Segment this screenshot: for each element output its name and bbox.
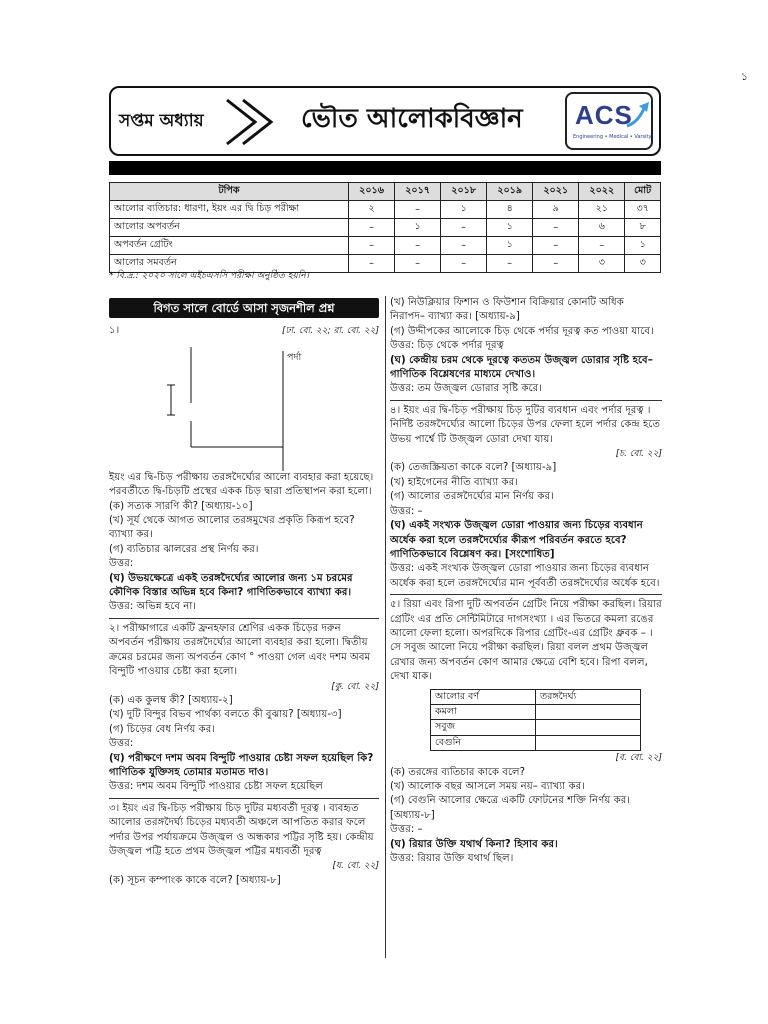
chevron-right-icon: [221, 94, 281, 150]
answer: উত্তর:: [109, 558, 134, 570]
page-number: ১: [740, 70, 748, 83]
table-cell: –: [441, 255, 487, 273]
question-stem: ৫। রিয়া এবং রিপা দুটি অপবর্তন গ্রেটিং নিয়ে পরীক্ষা করছিল। রিয়ার গ্রেটিং এর প্রতি সেন্টিমিটারে দাগসংখ্যা । এর ভিতরে কমলা রঙের আলো ফেলা হলো। অপরদিকে রিপার গ্রেটিং-এর গ্রেটিং ধ্রুবক – । সে সবুজ আলো নিয়ে পরীক্ষা করছিল। রিয়া বলল প্রথম উজ্জ্বল রেখার জন্য অপবর্তন কোণ আমার ক্ষেত্রে বেশি হবে। রিপা বলল, দেখা যাক।: [390, 599, 662, 683]
table-row: [110, 201, 661, 219]
table-cell: –: [395, 201, 441, 219]
table-note: * বি.দ্র.: ২০২০ সালে এইচএসসি পরীক্ষা অনুষ্ঠিত হয়নি।: [109, 271, 309, 281]
question-part-ka: (ক) সত্যক সারণি কী? [অধ্যায়-১০]: [109, 500, 253, 512]
acs-logo: [565, 92, 653, 150]
table-row: [110, 237, 661, 255]
table-header: ২০২১: [533, 183, 579, 201]
table-row: [110, 219, 661, 237]
question-part-ga: (গ) আলোর তরঙ্গদৈর্ঘ্যের মান নির্ণয় কর।: [390, 491, 554, 503]
board-reference: [ব. বো. ২২]: [615, 753, 662, 764]
screen-label: পর্দা: [287, 351, 302, 363]
table-header: ২০১৮: [441, 183, 487, 201]
question-part-ga: (গ) বেগুনি আলোর ক্ষেত্রে একটি ফোটনের শক্তি নির্ণয় কর। [অধ্যায়-৮]: [390, 795, 631, 821]
table-cell: ৩৭: [625, 201, 661, 219]
question-separator: [109, 618, 379, 619]
section-title: বিগত সালে বোর্ডে আসা সৃজনশীল প্রশ্ন: [109, 298, 379, 318]
table-cell: –: [487, 255, 533, 273]
question-part-ka: (ক) তেজস্ক্রিয়তা কাকে বলে? [অধ্যায়-৯]: [390, 462, 557, 474]
answer: উত্তর: –: [390, 824, 423, 836]
chapter-title: ভৌত আলোকবিজ্ঞান: [301, 104, 523, 134]
question-part-kha: (খ) সূর্য থেকে আগত আলোর তরঙ্গমুখের প্রকৃতি কিরূপ হবে? ব্যাখ্যা কর।: [109, 515, 355, 541]
table-header-row: [431, 689, 641, 704]
question-part-gha: (ঘ) পরীক্ষণে দশম অবম বিন্দুটি পাওয়ার চেষ্টা সফল হয়েছিল কি? গাণিতিক যুক্তিসহ তোমার মতামত দাও।: [109, 752, 374, 778]
chapter-label: সপ্তম অধ্যায়: [119, 111, 204, 131]
table-cell: –: [395, 255, 441, 273]
table-cell: –: [579, 237, 625, 255]
table-cell: [536, 735, 641, 750]
board-reference: [ঢা. বো. ২২; রা. বো. ২২]: [281, 326, 379, 337]
table-cell: –: [349, 237, 395, 255]
question-part-gha: (ঘ) একই সংখ্যক উজ্জ্বল ডোরা পাওয়ার জন্য চিড়ের ব্যবধান অর্ধেক করা হলে তরঙ্গদৈর্ঘ্যের কীরূপ পরিবর্তন করতে হবে? গাণিতিকভাবে বিশ্লেষণ কর। [সংশোধিত]: [390, 520, 643, 560]
table-cell: আলোর ব্যতিচার: ধারণা, ইয়ং এর দ্বি চিড় পরীক্ষা: [110, 201, 349, 219]
table-cell: বেগুনি: [431, 735, 536, 750]
answer: উত্তর: –: [390, 505, 423, 517]
answer: উত্তর: চিড় থেকে পর্দার দূরত্ব: [390, 340, 504, 352]
table-header: মোট: [625, 183, 661, 201]
question-part-gha: (ঘ) রিয়ার উক্তি যথার্থ কিনা? হিসাব কর।: [390, 838, 558, 850]
table-cell: ১: [487, 237, 533, 255]
answer: উত্তর: তম উজ্জ্বল ডোরার সৃষ্টি করে।: [390, 383, 542, 395]
table-row: [431, 720, 641, 735]
logo-text: ACS: [575, 100, 633, 130]
table-cell: –: [349, 219, 395, 237]
answer: উত্তর: দশম অবম বিন্দুটি পাওয়ার চেষ্টা সফল হয়েছিল: [109, 781, 323, 793]
table-cell: আলোর সমবর্তন: [110, 255, 349, 273]
board-reference: [চ. বো. ২২]: [615, 449, 662, 460]
table-cell: –: [533, 255, 579, 273]
question-stem: ইয়ং এর দ্বি-চিড় পরীক্ষায় তরঙ্গদৈর্ঘ্যের আলো ব্যবহার করা হয়েছে। পরবর্তীতে দ্বি-চিড়টি প্রস্থের একক চিড় দ্বারা প্রতিস্থাপন করা হলো।: [109, 471, 374, 498]
double-slit-diagram: [109, 339, 379, 471]
topics-table: [109, 182, 661, 273]
table-cell: ৩: [625, 255, 661, 273]
table-cell: ২: [349, 201, 395, 219]
table-cell: ১: [441, 201, 487, 219]
answer: উত্তর: রিয়ার উক্তি যথার্থ ছিল।: [390, 853, 514, 865]
right-column: [390, 296, 662, 866]
question-stem: ৪। ইয়ং এর দ্বি-চিড় পরীক্ষায় চিড় দুটির ব্যবধান এবং পর্দার দূরত্ব । নির্দিষ্ট তরঙ্গদৈর্ঘ্যের আলো চিড়ের উপর ফেলা হলে পর্দার কেন্দ্র হতে উভয় পার্শ্বে টি উজ্জ্বল ডোরা দেখা যায়।: [390, 404, 661, 445]
table-cell: ১: [395, 219, 441, 237]
table-cell: –: [533, 219, 579, 237]
table-row: [431, 704, 641, 719]
table-cell: সবুজ: [431, 720, 536, 735]
table-header: ২০১৯: [487, 183, 533, 201]
chapter-header: [109, 86, 661, 156]
table-cell: –: [533, 237, 579, 255]
question-part-kha: (খ) দুটি বিন্দুর বিভব পার্থক্য বলতে কী বুঝায়? [অধ্যায়-৩]: [109, 709, 342, 721]
table-header: আলোর বর্ণ: [431, 689, 536, 704]
question-part-ka: (ক) সূচন কম্পাংক কাকে বলে? [অধ্যায়-৮]: [109, 874, 281, 886]
wavelength-table: [430, 689, 641, 752]
arrow-up-icon: [625, 100, 651, 130]
question-separator: [109, 798, 379, 799]
table-cell: ৬: [579, 219, 625, 237]
table-cell: কমলা: [431, 704, 536, 719]
table-cell: [536, 720, 641, 735]
question-part-ga: (গ) উদ্দীপকের আলোকে চিড় থেকে পর্দার দূরত্ব কত পাওয়া যাবে।: [390, 325, 654, 337]
question-stem: ৩। ইয়ং এর দ্বি-চিড় পরীক্ষায় চিড় দুটির মধ্যবর্তী দূরত্ব । ব্যবহৃত আলোর তরঙ্গদৈর্ঘ্য চিড়ের মধ্যবর্তী অঞ্চলে আপতিত করার ফলে পর্দার উপর পর্যায়ক্রমে উজ্জ্বল ও অন্ধকার পট্টির সৃষ্টি হয়। কেন্দ্রীয় উজ্জ্বল পট্টি হতে প্রথম উজ্জ্বল পট্টির মধ্যবর্তী দূরত্ব: [109, 802, 374, 857]
table-header-row: [110, 183, 661, 201]
table-cell: ৩: [579, 255, 625, 273]
question-number: ১।: [109, 325, 120, 337]
table-cell: ২১: [579, 201, 625, 219]
question-part-ga: (গ) ব্যতিচার ঝালরের প্রস্থ নির্ণয় কর।: [109, 543, 259, 555]
question-separator: [390, 594, 662, 595]
question-stem: ২। পরীক্ষাগারে একটি ফ্রনহফার শ্রেণির একক চিড়ের দরুন অপবর্তন পরীক্ষায় তরঙ্গদৈর্ঘ্যের আলো ব্যবহার করা হলো। দ্বিতীয় ক্রমের চরমের জন্য অপবর্তন কোণ ° পাওয়া গেল এবং দশম অবম বিন্দুটি পাওয়ার চেষ্টা করা হলো।: [109, 622, 371, 678]
question-part-gha: (ঘ) উভয়ক্ষেত্রে একই তরঙ্গদৈর্ঘ্যের আলোর জন্য ১ম চরমের কৌণিক বিস্তার অভিন্ন হবে কিনা? গাণিতিকভাবে ব্যাখ্যা কর।: [109, 572, 353, 599]
answer: উত্তর:: [109, 738, 134, 750]
table-cell: আলোর অপবর্তন: [110, 219, 349, 237]
table-cell: ১: [487, 219, 533, 237]
question-part-gha: (ঘ) কেন্দ্রীয় চরম থেকে দূরত্বে কততম উজ্জ্বল ডোরার সৃষ্টি হবে– গাণিতিক বিশ্লেষণের মাধ্যমে দেখাও।: [390, 354, 653, 381]
question-part-ka: (ক) এক কুলম্ব কী? [অধ্যায়-২]: [109, 694, 233, 706]
table-cell: ৮: [625, 219, 661, 237]
table-header: তরঙ্গদৈর্ঘ্য: [536, 689, 641, 704]
divider-bar: [109, 161, 661, 175]
column-divider: [385, 296, 386, 958]
table-header: ২০১৬: [349, 183, 395, 201]
question-header: [109, 324, 379, 338]
logo-tagline: Engineering • Medical • Varsity: [573, 134, 652, 140]
table-header: টপিক: [110, 183, 349, 201]
question-part-kha: (খ) নিউক্লিয়ার ফিশান ও ফিউশান বিক্রিয়ার কোনটি অধিক নিরাপদ– ব্যাখ্যা কর। [অধ্যায়-৯]: [390, 297, 624, 323]
table-cell: [536, 704, 641, 719]
question-separator: [390, 400, 662, 401]
question-part-ka: (ক) তরঙ্গের ব্যতিচার কাকে বলে?: [390, 766, 526, 778]
table-header: ২০২২: [579, 183, 625, 201]
board-reference: [কু. বো. ২২]: [331, 681, 379, 692]
answer: উত্তর: একই সংখ্যক উজ্জ্বল ডোরা পাওয়ার জন্য চিড়ের ব্যবধান অর্ধেক করা হলে তরঙ্গদৈর্ঘ্যের মান পূর্ববর্তী তরঙ্গদৈর্ঘ্যের অর্ধেক হবে।: [390, 563, 660, 589]
table-cell: –: [441, 219, 487, 237]
answer: উত্তর: অভিন্ন হবে না।: [109, 601, 196, 613]
table-header: ২০১৭: [395, 183, 441, 201]
table-cell: –: [395, 237, 441, 255]
question-part-ga: (গ) চিড়ের বেধ নির্ণয় কর।: [109, 723, 216, 735]
table-cell: –: [349, 255, 395, 273]
table-cell: অপবর্তন গ্রেটিং: [110, 237, 349, 255]
table-cell: ৪: [487, 201, 533, 219]
left-column: [109, 298, 379, 888]
table-cell: –: [441, 237, 487, 255]
table-cell: ১: [625, 237, 661, 255]
table-cell: ৯: [533, 201, 579, 219]
board-reference: [য. বো. ২২]: [332, 861, 379, 872]
question-part-kha: (খ) হাইগেনের নীতি ব্যাখ্যা কর।: [390, 476, 518, 488]
question-part-kha: (খ) আলোক বছর আসলে সময় নয়– ব্যাখ্যা কর।: [390, 781, 585, 792]
table-row: [431, 735, 641, 750]
